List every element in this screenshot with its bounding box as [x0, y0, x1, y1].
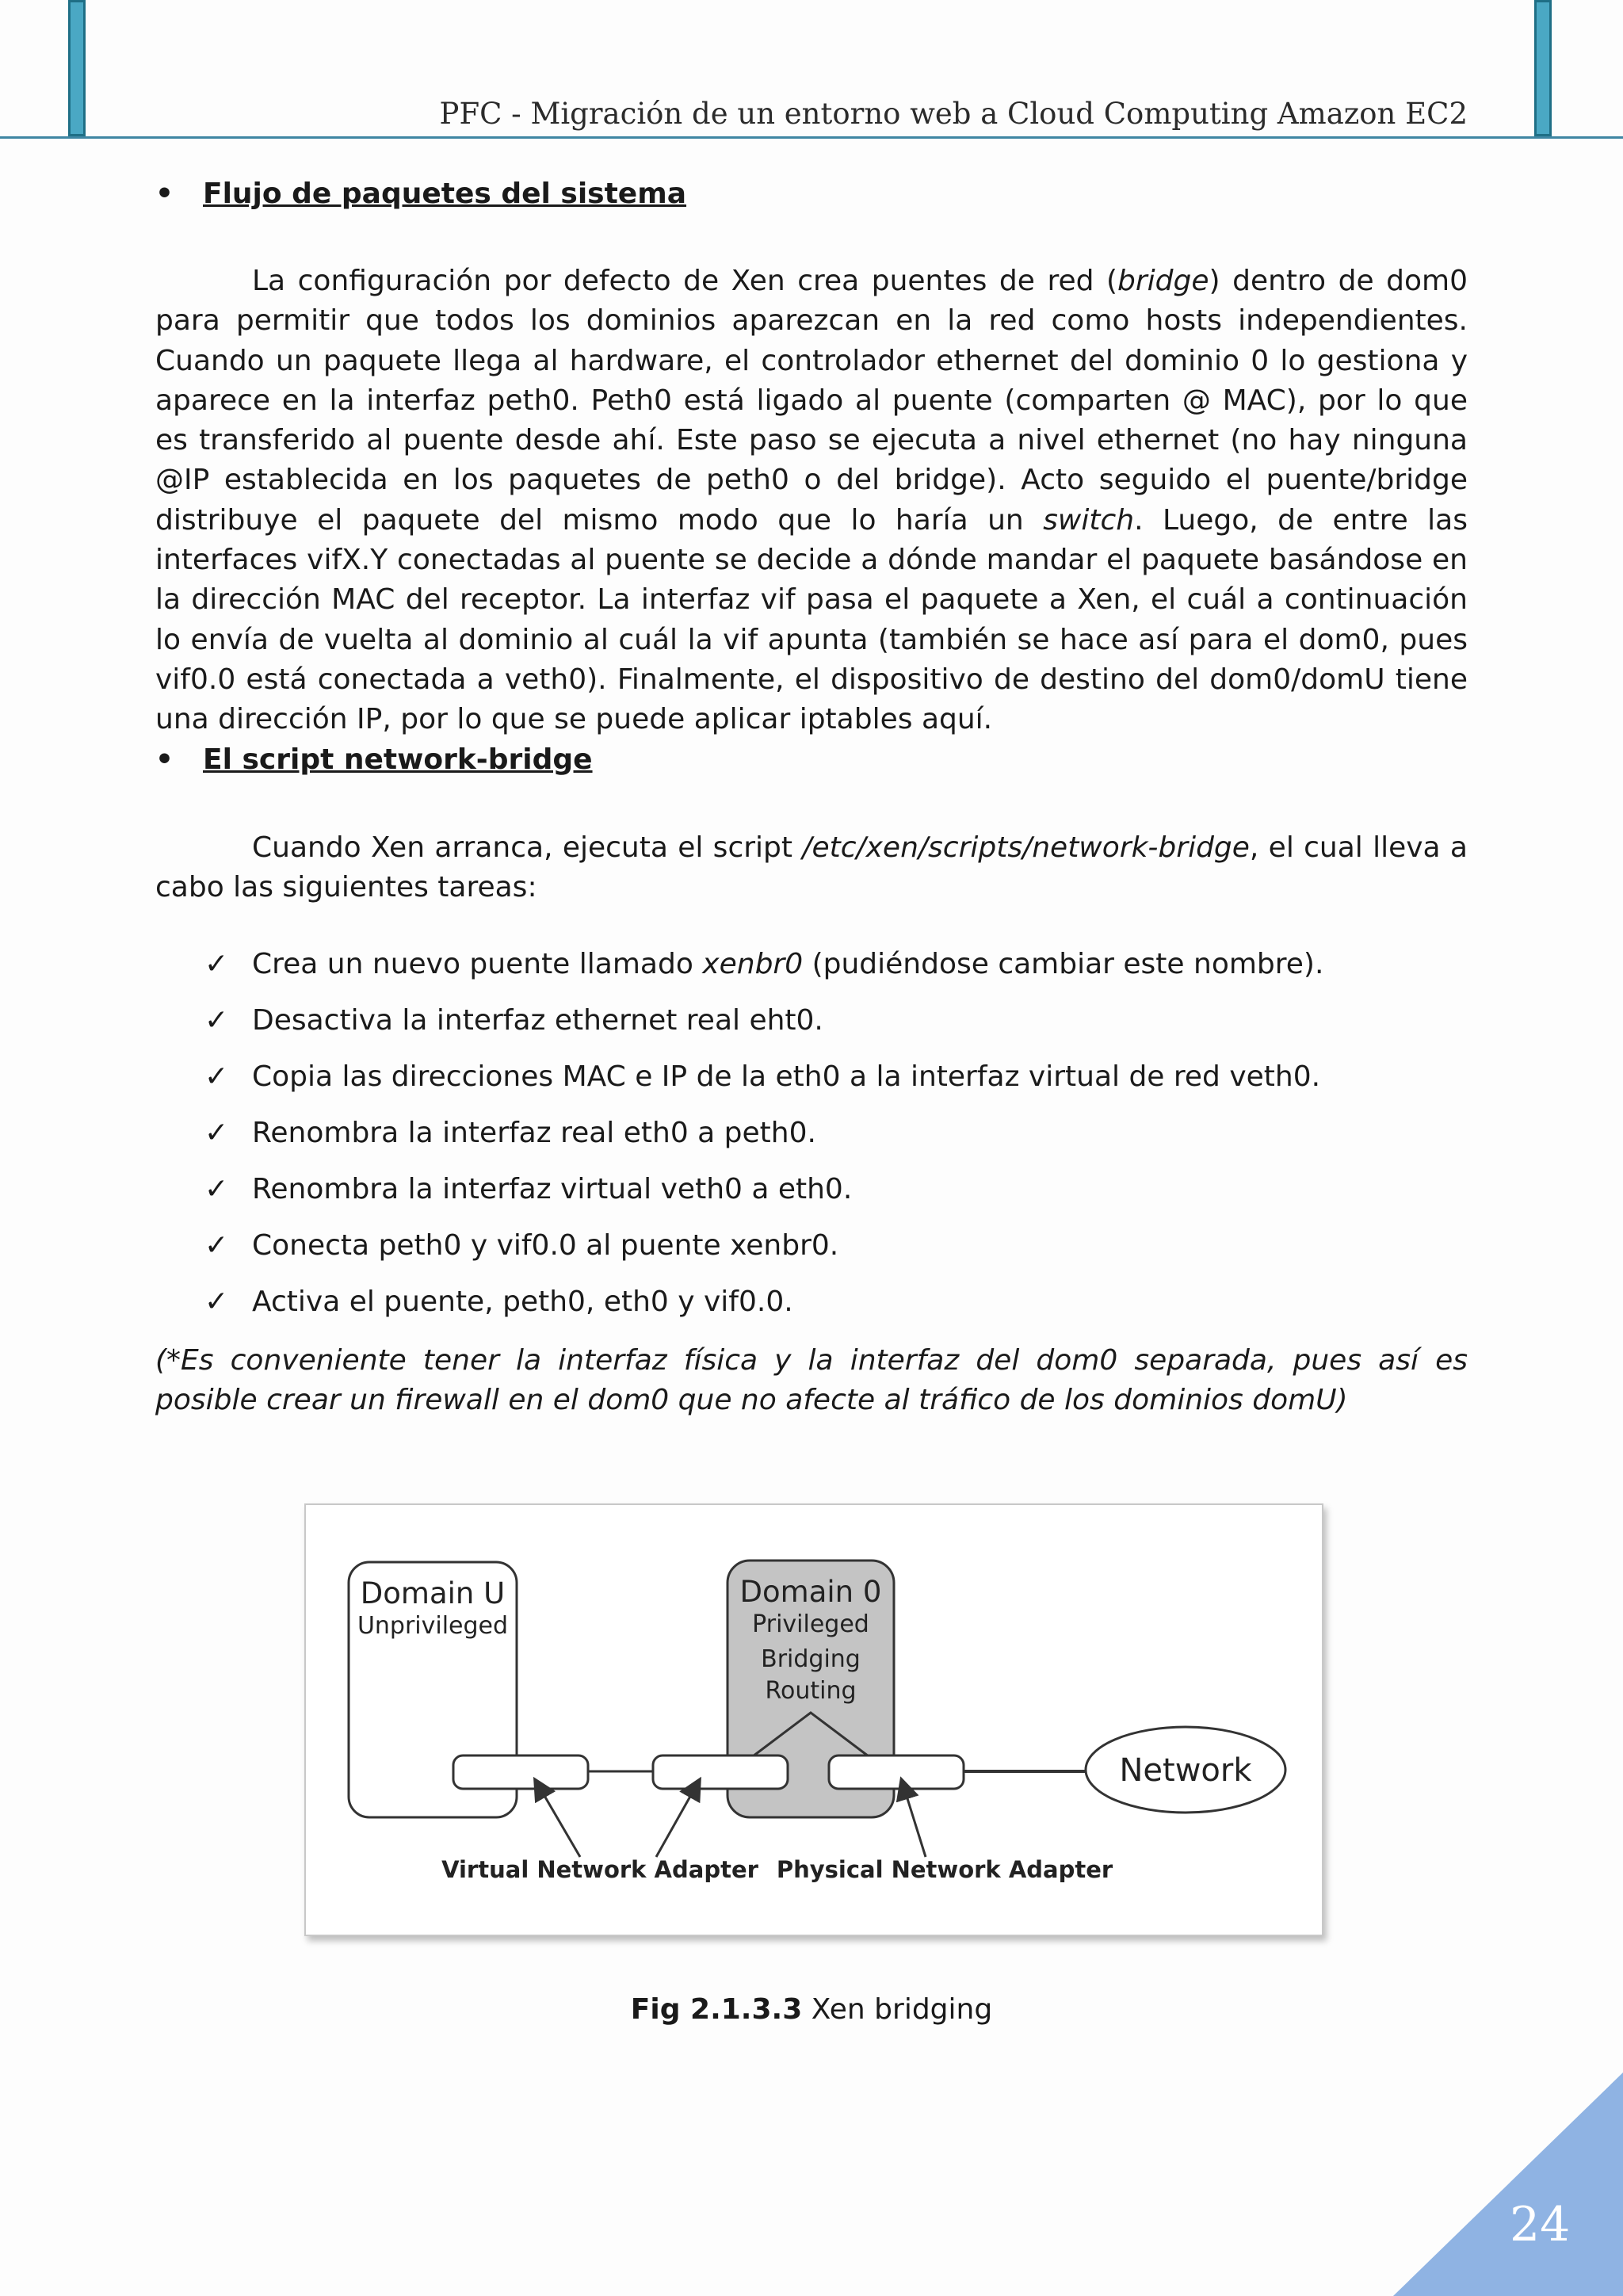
task-checklist	[204, 945, 1472, 1339]
caption-label: Fig 2.1.3.3	[630, 1993, 803, 2026]
check-icon: ✓	[204, 948, 229, 980]
list-item: ✓ Conecta peth0 y vif0.0 al puente xenbr0.	[204, 1226, 1472, 1282]
check-icon: ✓	[204, 1117, 229, 1149]
paragraph-packet-flow: La configuración por defecto de Xen crea puentes de red (bridge) dentro de dom0 para permitir que todos los dominios aparezcan en la red como hosts independientes. Cuando un paquete llega al hardware, el controlador ethernet del dominio 0 lo gestiona y aparece en la interfaz peth0. Peth0 está ligado al puente (comparten @ MAC), por lo que es transferido al puente desde ahí. Este paso se ejecuta a nivel ethernet (no hay ninguna @IP establecida en los paquetes de peth0 o del bridge). Acto seguido el puente/bridge distribuye el paquete del mismo modo que lo haría un switch. Luego, de entre las interfaces vifX.Y conectadas al puente se decide a dónde mandar el paquete basándose en la dirección MAC del receptor. La interfaz vif pasa el paquete a Xen, el cuál a continuación lo envía de vuelta al dominio al cuál la vif apunta (también se hace así para el dom0, pues vif0.0 está conectada a veth0). Finalmente, el dispositivo de destino del dom0/domU tiene una dirección IP, por lo que se puede aplicar iptables aquí.	[155, 265, 1468, 736]
dom0-physical-adapter	[829, 1755, 964, 1789]
unprivileged-label: Unprivileged	[357, 1612, 509, 1640]
caption-text: Xen bridging	[802, 1993, 993, 2026]
bridging-label: Bridging	[761, 1645, 861, 1673]
virtual-adapter-label: Virtual Network Adapter	[441, 1856, 758, 1883]
check-icon: ✓	[204, 1004, 229, 1037]
header-left-bar	[68, 0, 86, 136]
domain-0-label: Domain 0	[739, 1575, 882, 1609]
privileged-label: Privileged	[752, 1610, 869, 1638]
xen-bridging-diagram	[306, 1505, 1322, 1935]
list-item: ✓ Renombra la interfaz virtual veth0 a eth0.	[204, 1170, 1472, 1226]
bullet-icon: •	[155, 743, 174, 776]
list-item: ✓ Desactiva la interfaz ethernet real eht0.	[204, 1001, 1472, 1057]
header-rule	[0, 136, 1623, 139]
list-item: ✓ Activa el puente, peth0, eth0 y vif0.0.	[204, 1282, 1472, 1339]
page-number: 24	[1510, 2197, 1571, 2252]
page-corner-triangle	[1393, 2073, 1623, 2296]
paragraph-network-bridge: Cuando Xen arranca, ejecuta el script /etc/xen/scripts/network-bridge, el cual lleva a cabo las siguientes tareas:	[155, 831, 1468, 904]
heading-text: El script network-bridge	[203, 743, 593, 776]
arrow-to-physical-adapter	[902, 1781, 926, 1857]
network-label: Network	[1119, 1752, 1252, 1789]
arrow-to-domu-adapter	[536, 1781, 580, 1857]
header-title: PFC - Migración de un entorno web a Cloud Computing Amazon EC2	[439, 97, 1468, 131]
bullet-icon: •	[155, 178, 174, 210]
check-icon: ✓	[204, 1060, 229, 1093]
heading-text: Flujo de paquetes del sistema	[203, 178, 687, 210]
dom0-virtual-adapter	[653, 1755, 788, 1789]
header-right-bar	[1534, 0, 1552, 136]
check-icon: ✓	[204, 1173, 229, 1205]
figure-xen-bridging	[304, 1503, 1323, 1936]
list-item: ✓ Copia las direcciones MAC e IP de la eth0 a la interfaz virtual de red veth0.	[204, 1057, 1472, 1114]
routing-label: Routing	[765, 1677, 857, 1705]
figure-caption	[0, 1993, 1623, 2026]
list-item: ✓ Renombra la interfaz real eth0 a peth0.	[204, 1114, 1472, 1170]
note-text: (*Es conveniente tener la interfaz física y la interfaz del dom0 separada, pues así es posible crear un firewall en el dom0 que no afecte al tráfico de los dominios domU)	[155, 1344, 1468, 1416]
domain-u-label: Domain U	[360, 1576, 506, 1610]
list-item: ✓ Crea un nuevo puente llamado xenbr0 (pudiéndose cambiar este nombre).	[204, 945, 1472, 1001]
domu-virtual-adapter	[453, 1755, 588, 1789]
check-icon: ✓	[204, 1286, 229, 1318]
arrow-to-dom0-virtual-adapter	[656, 1781, 699, 1857]
check-icon: ✓	[204, 1229, 229, 1262]
physical-adapter-label: Physical Network Adapter	[776, 1856, 1113, 1883]
